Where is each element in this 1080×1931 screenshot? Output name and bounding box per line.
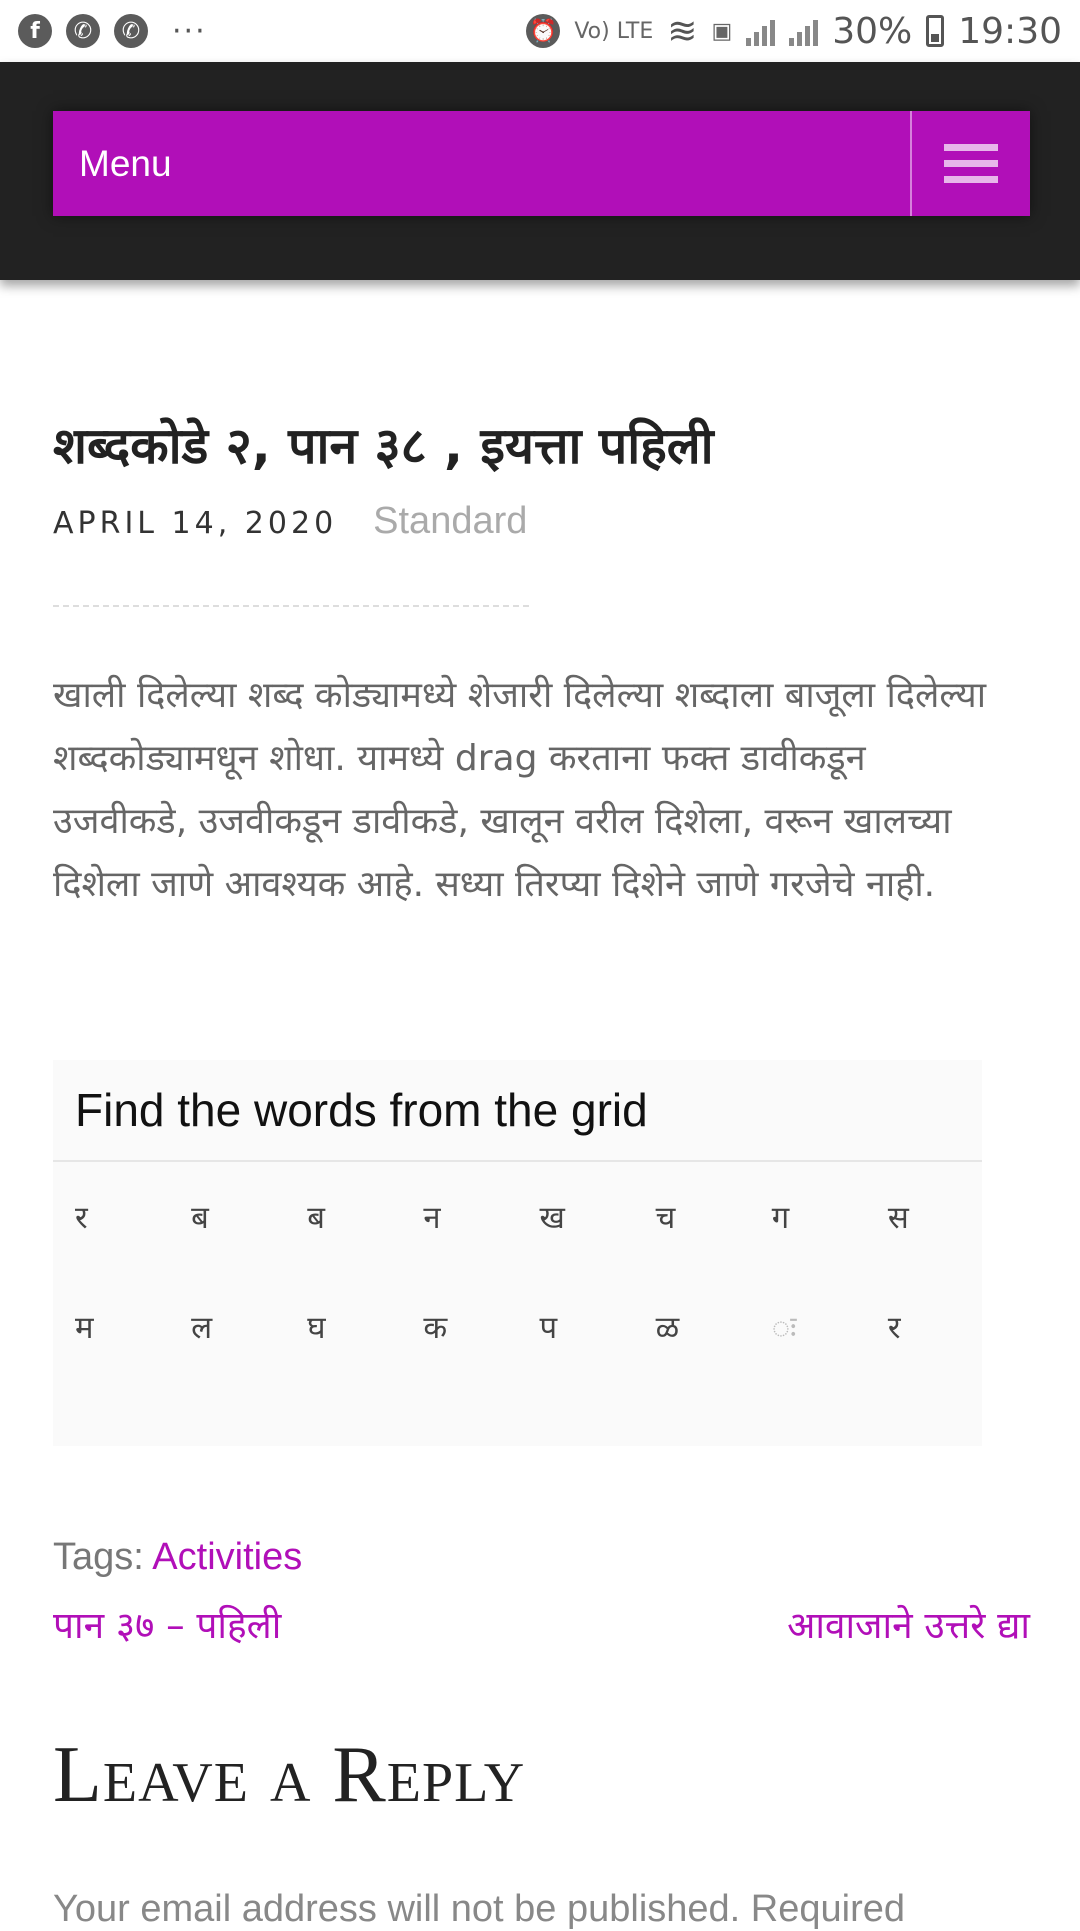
grid-cell[interactable]: क (423, 1310, 448, 1346)
wifi-icon: ≋ (667, 10, 698, 52)
post-date[interactable]: APRIL 14, 2020 (53, 506, 338, 541)
clock: 19:30 (958, 10, 1062, 52)
grid-cell[interactable]: र (75, 1200, 88, 1236)
grid-cell[interactable]: ळ (655, 1310, 680, 1346)
post-format[interactable]: Standard (373, 500, 528, 542)
site-header (0, 62, 1080, 280)
grid-cell[interactable]: म (75, 1310, 94, 1346)
grid-cell[interactable]: घ (307, 1310, 326, 1346)
grid-row (53, 1162, 982, 1272)
tag-link-activities[interactable]: Activities (152, 1536, 303, 1578)
status-bar-right (526, 11, 1062, 52)
meta-divider (53, 605, 529, 607)
article-title: शब्दकोडे २, पान ३८ , इयत्ता पहिली (53, 417, 714, 475)
grid-cell[interactable]: स (887, 1200, 909, 1236)
grid-cell[interactable]: ल (191, 1310, 213, 1346)
grid-cell[interactable]: ब (191, 1200, 209, 1236)
status-bar (0, 0, 1080, 62)
battery-icon (926, 15, 944, 47)
facebook-icon: f (18, 14, 52, 48)
grid-cell[interactable]: च (655, 1200, 676, 1236)
article-body: खाली दिलेल्या शब्द कोड्यामध्ये शेजारी दिलेल्या शब्दाला बाजूला दिलेल्या शब्दकोड्यामधून शोधा. यामध्ये drag करताना फक्त डावीकडून उजवीकडे, उजवीकडून डावीकडे, खालून वरील दिशेला, वरून खालच्या दिशेला जाणे आवश्यक आहे. सध्या तिरप्या दिशेने जाणे गरजेचे नाही. (53, 675, 987, 905)
menu-label[interactable]: Menu (79, 142, 172, 184)
grid-cell[interactable]: ः (771, 1310, 797, 1346)
phone-icon: ✆ (66, 14, 100, 48)
word-grid[interactable] (53, 1162, 982, 1382)
signal-icon-2 (789, 16, 818, 46)
comment-notice: Your email address will not be published. Required (53, 1888, 905, 1930)
grid-cell[interactable]: ब (307, 1200, 325, 1236)
word-search-widget (53, 1060, 982, 1446)
grid-cell[interactable]: र (887, 1310, 901, 1346)
alarm-icon: ⏰ (526, 14, 560, 48)
post-tags (53, 1536, 302, 1579)
grid-cell[interactable]: ग (771, 1200, 790, 1236)
previous-post-link[interactable]: पान ३७ – पहिली (53, 1604, 282, 1647)
more-notifications-icon: ··· (172, 13, 207, 49)
whatsapp-icon: ✆ (114, 14, 148, 48)
word-grid-heading: Find the words from the grid (53, 1060, 982, 1162)
next-post-link[interactable]: आवाजाने उत्तरे द्या (787, 1604, 1030, 1647)
article-meta (53, 500, 527, 543)
grid-cell[interactable]: ख (539, 1200, 565, 1236)
grid-row (53, 1272, 982, 1382)
volte-icon: Vo) LTE (574, 18, 654, 44)
hamburger-menu-icon[interactable] (910, 111, 1030, 216)
tags-label: Tags: (53, 1536, 144, 1578)
grid-cell[interactable]: न (423, 1200, 441, 1236)
status-bar-left (18, 14, 207, 49)
leave-reply-heading: Leave a Reply (53, 1731, 526, 1819)
grid-cell[interactable]: प (539, 1310, 558, 1346)
menu-bar[interactable] (53, 111, 1030, 216)
battery-percent: 30% (832, 10, 913, 52)
signal-icon (746, 16, 775, 46)
sim-icon: ▣ (711, 18, 733, 44)
